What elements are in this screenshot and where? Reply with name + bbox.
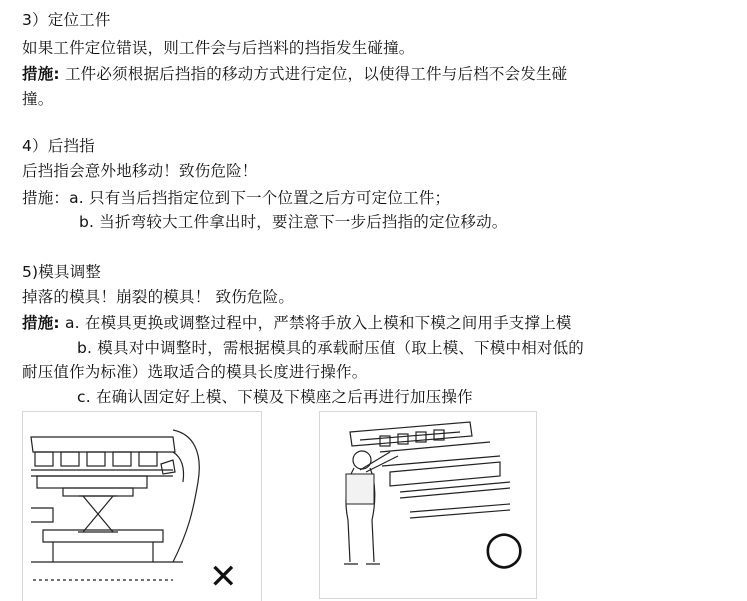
section-4-measure-label: 措施： bbox=[22, 189, 70, 207]
wrong-mark-icon: ✕ bbox=[209, 557, 238, 597]
section-4-measure-line bbox=[22, 187, 450, 209]
correct-practice-figure bbox=[319, 411, 537, 599]
section-3-measure-line bbox=[22, 63, 567, 85]
section-3-measure-label: 措施: bbox=[22, 65, 60, 83]
section-5-measure-line bbox=[22, 312, 572, 334]
section-5-measure-b: b. 模具对中调整时，需根据模具的承载耐压值（取上模、下模中相对低的 bbox=[77, 339, 584, 357]
section-5-measure-b-cont: 耐压值作为标准）选取适合的模具长度进行操作。 bbox=[22, 363, 368, 381]
section-4-text: 后挡指会意外地移动！致伤危险！ bbox=[22, 162, 258, 180]
wrong-practice-figure bbox=[22, 411, 262, 601]
section-5-measure-c: c. 在确认固定好上模、下模及下模座之后再进行加压操作 bbox=[77, 388, 473, 406]
section-4-heading: 4）后挡指 bbox=[22, 137, 95, 155]
section-3-measure-text-cont: 撞。 bbox=[22, 90, 54, 108]
section-4-measure-b: b. 当折弯较大工件拿出时，要注意下一步后挡指的定位移动。 bbox=[79, 213, 508, 231]
section-3-text: 如果工件定位错误，则工件会与后挡料的挡指发生碰撞。 bbox=[22, 39, 415, 57]
correct-mark-icon: ○ bbox=[484, 520, 525, 574]
section-4-measure-a: a. 只有当后挡指定位到下一个位置之后方可定位工件； bbox=[69, 189, 451, 207]
section-5-measure-a: a. 在模具更换或调整过程中，严禁将手放入上模和下模之间用手支撑上模 bbox=[59, 314, 572, 332]
section-3-measure-text: 工件必须根据后挡指的移动方式进行定位，以使得工件与后档不会发生碰 bbox=[59, 65, 568, 83]
section-5-heading: 5)模具调整 bbox=[22, 263, 102, 281]
section-5-text: 掉落的模具！崩裂的模具！ 致伤危险。 bbox=[22, 288, 295, 306]
section-5-measure-label: 措施: bbox=[22, 314, 60, 332]
section-3-heading: 3）定位工件 bbox=[22, 11, 111, 29]
